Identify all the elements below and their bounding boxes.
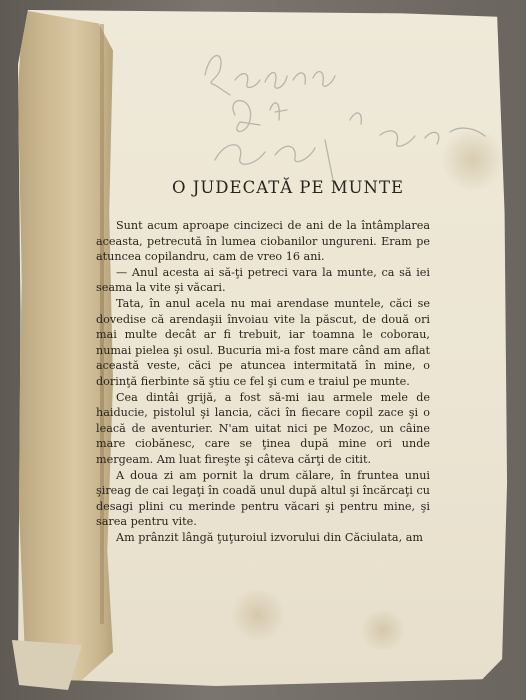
page-title: O JUDECATĂ PE MUNTE bbox=[172, 178, 405, 197]
paper-stain bbox=[438, 130, 508, 190]
paragraph: Tata, în anul acela nu mai arendase muntele, căci se dovedise că arendaşii învoiau vite la păscut, de două ori mai multe decât ar fi trebuit, iar toamna le coborau, numai pielea şi osul. Bucuria mi-a fost mare când am aflat această veste, căci pe atuncea intermitată în mine, o dorinţă fierbinte să ştiu ce fel şi cum e traiul pe munte. bbox=[96, 296, 430, 388]
body-text bbox=[96, 218, 430, 545]
paragraph: — Anul acesta ai să-ţi petreci vara la munte, ca să iei seama la vite şi văcari. bbox=[96, 265, 430, 295]
paragraph: Am prânzit lângă ţuţuroiul izvorului din Căciulata, am bbox=[116, 530, 423, 544]
paragraph: A doua zi am pornit la drum călare, în fruntea unui şireag de cai legaţi în coadă unul după altul şi încărcaţi cu desagi plini cu merinde pentru văcari şi pentru mine, şi sarea pentru vite. bbox=[96, 468, 430, 529]
paper-stain bbox=[228, 590, 288, 640]
paragraph: Cea dintâi grijă, a fost să-mi iau armele mele de haiducie, pistolul şi lancia, căci în fiecare copil zace şi o leacă de aventurier. N'am uitat nici pe Mozoc, un câine mare ciobănesc, care se ţinea după mine ori unde mergeam. Am luat fireşte şi câteva cărţi de citit. bbox=[96, 390, 430, 466]
paper-stain bbox=[358, 610, 408, 650]
paragraph: Sunt acum aproape cincizeci de ani de la întâmplarea aceasta, petrecută în lumea ciobanilor ungureni. Eram pe atuncea copilandru, cam de vreo 16 ani. bbox=[96, 219, 430, 264]
